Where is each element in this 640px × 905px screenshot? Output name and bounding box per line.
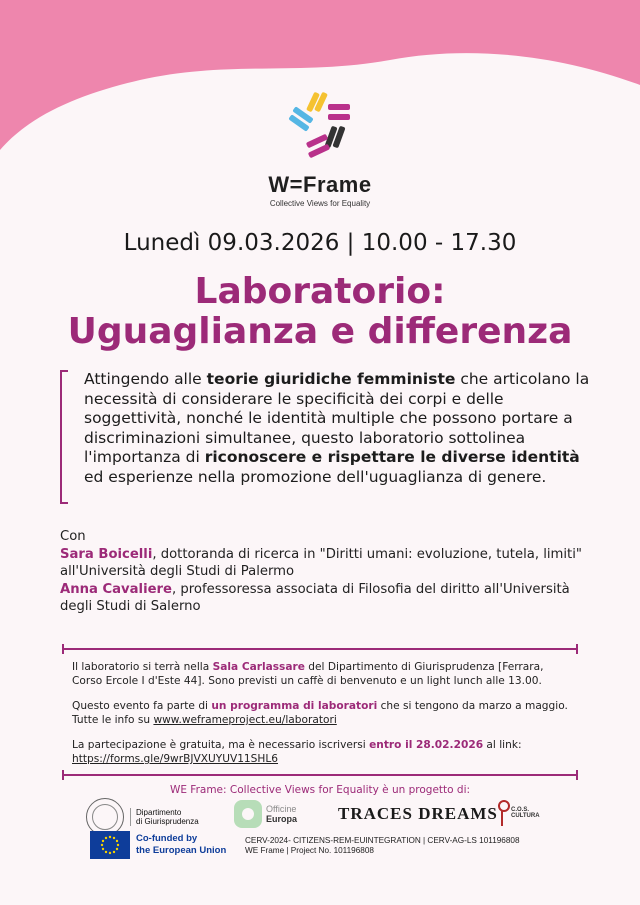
- speaker-2-name: Anna Cavaliere: [60, 581, 172, 597]
- cos-figure-icon: [496, 798, 508, 828]
- cos-line2: CULTURA: [511, 813, 540, 819]
- speaker-1-role: , dottoranda di ricerca in "Diritti umani: evoluzione, tutela, limiti" all'Università degli Studi di Palermo: [60, 546, 582, 579]
- speakers-block: [60, 528, 600, 616]
- dipartimento-label: [130, 808, 199, 826]
- eu-label: [136, 833, 226, 857]
- partner-logos: [86, 796, 586, 828]
- cos-line1: C.O.S.: [511, 807, 530, 813]
- eu-cofunded-logo: [90, 831, 226, 859]
- event-title-line1: Laboratorio:: [194, 271, 446, 312]
- off-line1: Officine: [266, 804, 297, 814]
- cos-label: [511, 807, 540, 819]
- officine-europa-logo: [234, 800, 297, 828]
- traces-dreams-logo: TRACES DREAMS: [338, 804, 498, 823]
- speaker-1: [60, 546, 600, 581]
- info-text: Questo evento fa parte di: [72, 700, 212, 712]
- grant-line2: WE Frame | Project No. 101196808: [245, 846, 374, 855]
- program-link[interactable]: www.weframeproject.eu/laboratori: [153, 714, 337, 726]
- cos-cultura-logo: [496, 798, 540, 828]
- registration-link[interactable]: https://forms.gle/9wrBJVXUYUV11SHL6: [72, 753, 279, 765]
- officine-label: [266, 804, 297, 824]
- eu-flag-icon: [90, 831, 130, 859]
- speaker-2-role: , professoressa associata di Filosofia del diritto all'Università degli Studi di Salerno: [60, 581, 570, 614]
- info-text: La partecipazione è gratuita, ma è necessario iscriversi: [72, 739, 370, 751]
- speaker-2: [60, 581, 600, 616]
- info-text: del Dipartimento di Giurisprudenza [Ferrara, Corso Ercole I d'Este 44]. Sono previsti un caffè di benvenuto e un light lunch alle 13.00.: [72, 661, 544, 687]
- event-title: [0, 272, 640, 352]
- intro-text-part: che articolano la necessità di considerare le specificità dei corpi e delle soggettività, nonché le identità multiple che possono portare a discriminazioni simultanee, questo laboratorio sottolinea l'importanza di: [84, 370, 590, 466]
- intro-bold-2: riconoscere e rispettare le diverse identità: [204, 448, 580, 466]
- intro-text: [84, 370, 600, 487]
- eu-line1: Co-funded by: [136, 833, 198, 844]
- event-title-line2: Uguaglianza e differenza: [67, 311, 573, 352]
- info-top-rule: [62, 648, 578, 650]
- info-text: che si tengono da marzo a maggio. Tutte le info su: [72, 700, 568, 726]
- intro-bold-1: teorie giuridiche femministe: [206, 370, 456, 388]
- speaker-1-name: Sara Boicelli: [60, 546, 153, 562]
- brand-tagline: Collective Views for Equality: [269, 199, 371, 208]
- info-text: al link:: [483, 739, 522, 751]
- project-line: WE Frame: Collective Views for Equality è un progetto di:: [169, 784, 471, 796]
- eu-line2: the European Union: [136, 845, 227, 856]
- grant-info: [245, 836, 520, 856]
- event-date: Lunedì 09.03.2026 | 10.00 - 17.30: [123, 230, 517, 256]
- dip-line2: di Giurisprudenza: [136, 817, 199, 826]
- info-text: Il laboratorio si terrà nella: [72, 661, 213, 673]
- info-box: [62, 648, 578, 776]
- grant-line1: CERV-2024- CITIZENS-REM-EUINTEGRATION | CERV-AG-LS 101196808: [245, 836, 520, 845]
- venue-highlight: Sala Carlassare: [212, 661, 305, 673]
- program-highlight: un programma di laboratori: [211, 700, 378, 712]
- info-registration: [72, 738, 568, 766]
- officine-mark-icon: [234, 800, 262, 828]
- intro-text-part: ed esperienze nella promozione dell'uguaglianza di genere.: [84, 467, 547, 486]
- dip-line1: Dipartimento: [136, 808, 182, 817]
- info-bottom-rule: [62, 774, 578, 776]
- info-venue: [72, 660, 568, 688]
- info-program: [72, 699, 568, 727]
- intro-block: [60, 370, 600, 487]
- off-line2: Europa: [266, 814, 298, 824]
- intro-bracket: [60, 370, 68, 504]
- weframe-logo: [0, 90, 640, 208]
- intro-text-part: Attingendo alle: [84, 370, 207, 388]
- deadline-highlight: entro il 28.02.2026: [369, 739, 484, 751]
- brand-name: W=Frame: [268, 172, 372, 197]
- weframe-logo-mark: [284, 90, 356, 162]
- speakers-label: Con: [60, 529, 86, 544]
